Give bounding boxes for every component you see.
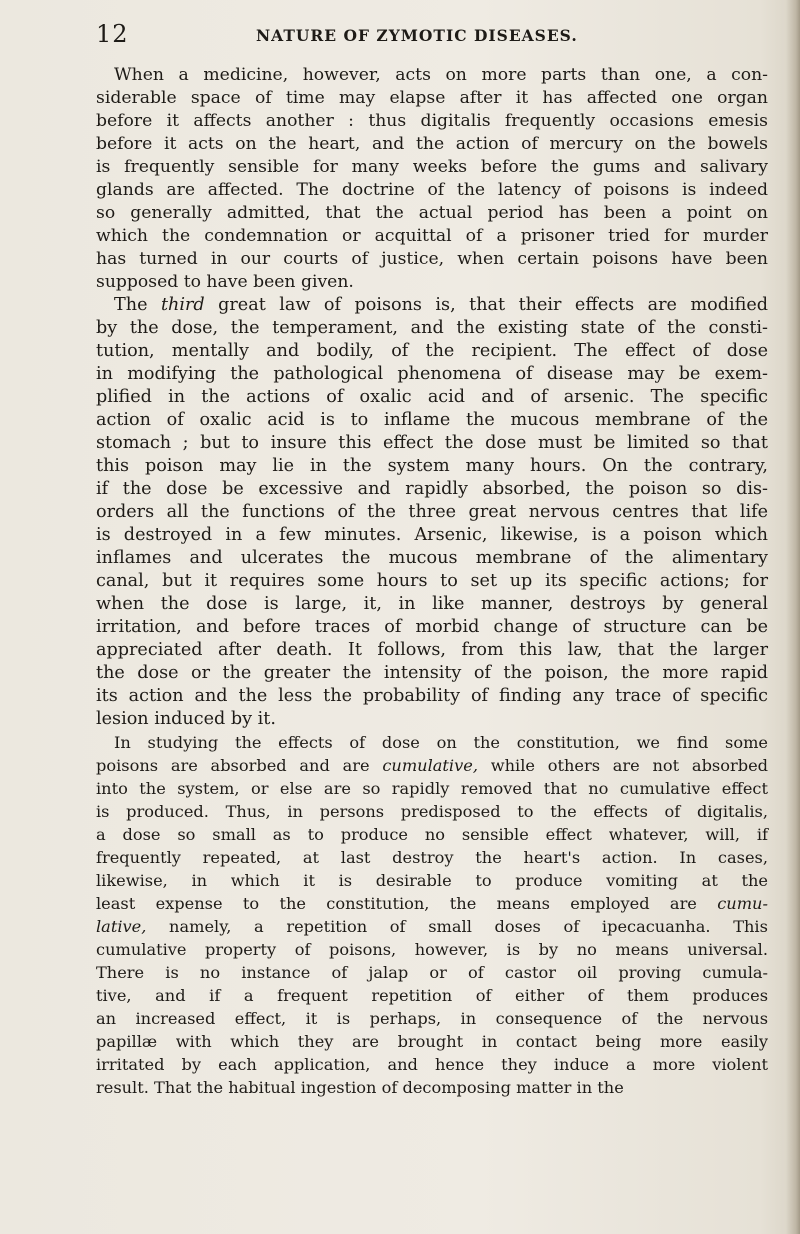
text-line: poisons are absorbed and are cumulative, while others are not absorbed	[96, 756, 769, 775]
text-line: cumulative property of poisons, however, is by no means universal.	[96, 940, 768, 959]
text-line: when the dose is large, it, in like manner, destroys by general	[96, 594, 768, 614]
text-line: its action and the less the probability of finding any trace of specific	[96, 686, 768, 706]
text-line: tution, mentally and bodily, of the recipient. The effect of dose	[96, 341, 768, 361]
text-line: In studying the effects of dose on the constitution, we find some	[114, 733, 768, 752]
text-line: frequently repeated, at last destroy the heart's action. In cases,	[96, 848, 768, 867]
text-line: orders all the functions of the three great nervous centres that life	[96, 502, 768, 522]
text-line: if the dose be excessive and rapidly absorbed, the poison so dis-	[96, 479, 768, 499]
text-line: is destroyed in a few minutes. Arsenic, likewise, is a poison which	[96, 525, 768, 545]
text-line: in modifying the pathological phenomena of disease may be exem-	[96, 364, 768, 384]
text-line: before it acts on the heart, and the action of mercury on the bowels	[96, 134, 768, 154]
text-line: before it affects another : thus digitalis frequently occasions emesis	[96, 111, 768, 131]
paragraph-cumulative	[96, 731, 768, 1099]
text-line: has turned in our courts of justice, when certain poisons have been	[96, 249, 768, 269]
text-line: irritation, and before traces of morbid change of structure can be	[96, 617, 768, 637]
text-line: into the system, or else are so rapidly removed that no cumulative effect	[96, 779, 768, 798]
text-line: action of oxalic acid is to inflame the mucous membrane of the	[96, 410, 768, 430]
paragraph-latency	[96, 64, 768, 294]
text-line: glands are affected. The doctrine of the latency of poisons is indeed	[96, 180, 768, 200]
body-text	[96, 64, 768, 1099]
text-line: papillæ with which they are brought in contact being more easily	[96, 1032, 768, 1051]
page-edge-shadow	[786, 0, 800, 1234]
text-line: which the condemnation or acquittal of a prisoner tried for murder	[96, 226, 768, 246]
text-line: result. That the habitual ingestion of decomposing matter in the	[96, 1078, 624, 1097]
text-line: a dose so small as to produce no sensible effect whatever, will, if	[96, 825, 768, 844]
text-line: canal, but it requires some hours to set up its specific actions; for	[96, 571, 768, 591]
text-line: tive, and if a frequent repetition of either of them produces	[96, 986, 768, 1005]
text-line: supposed to have been given.	[96, 272, 354, 292]
text-line: When a medicine, however, acts on more parts than one, a con-	[114, 65, 768, 85]
text-line: stomach ; but to insure this effect the dose must be limited so that	[96, 433, 768, 453]
text-line: least expense to the constitution, the means employed are cumu-	[96, 894, 768, 913]
text-line: The third great law of poisons is, that their effects are modified	[114, 295, 769, 315]
text-line: by the dose, the temperament, and the existing state of the consti-	[96, 318, 768, 338]
text-line: is frequently sensible for many weeks before the gums and salivary	[96, 157, 768, 177]
text-line: so generally admitted, that the actual period has been a point on	[96, 203, 768, 223]
text-line: this poison may lie in the system many hours. On the contrary,	[96, 456, 768, 476]
text-line: inflames and ulcerates the mucous membrane of the alimentary	[96, 548, 768, 568]
text-line: likewise, in which it is desirable to produce vomiting at the	[96, 871, 768, 890]
text-line: irritated by each application, and hence they induce a more violent	[96, 1055, 768, 1074]
paragraph-third-law	[96, 294, 768, 731]
text-line: an increased effect, it is perhaps, in consequence of the nervous	[96, 1009, 768, 1028]
text-line: the dose or the greater the intensity of the poison, the more rapid	[96, 663, 768, 683]
page-number: 12	[96, 20, 129, 48]
text-line: plified in the actions of oxalic acid and of arsenic. The specific	[96, 387, 768, 407]
running-head: NATURE OF ZYMOTIC DISEASES.	[256, 26, 578, 45]
text-line: There is no instance of jalap or of castor oil proving cumula-	[96, 963, 768, 982]
text-line: siderable space of time may elapse after it has affected one organ	[96, 88, 768, 108]
text-line: lative, namely, a repetition of small doses of ipecacuanha. This	[96, 917, 768, 936]
text-line: is produced. Thus, in persons predisposed to the effects of digitalis,	[96, 802, 768, 821]
text-line: lesion induced by it.	[96, 709, 276, 729]
text-line: appreciated after death. It follows, from this law, that the larger	[96, 640, 768, 660]
